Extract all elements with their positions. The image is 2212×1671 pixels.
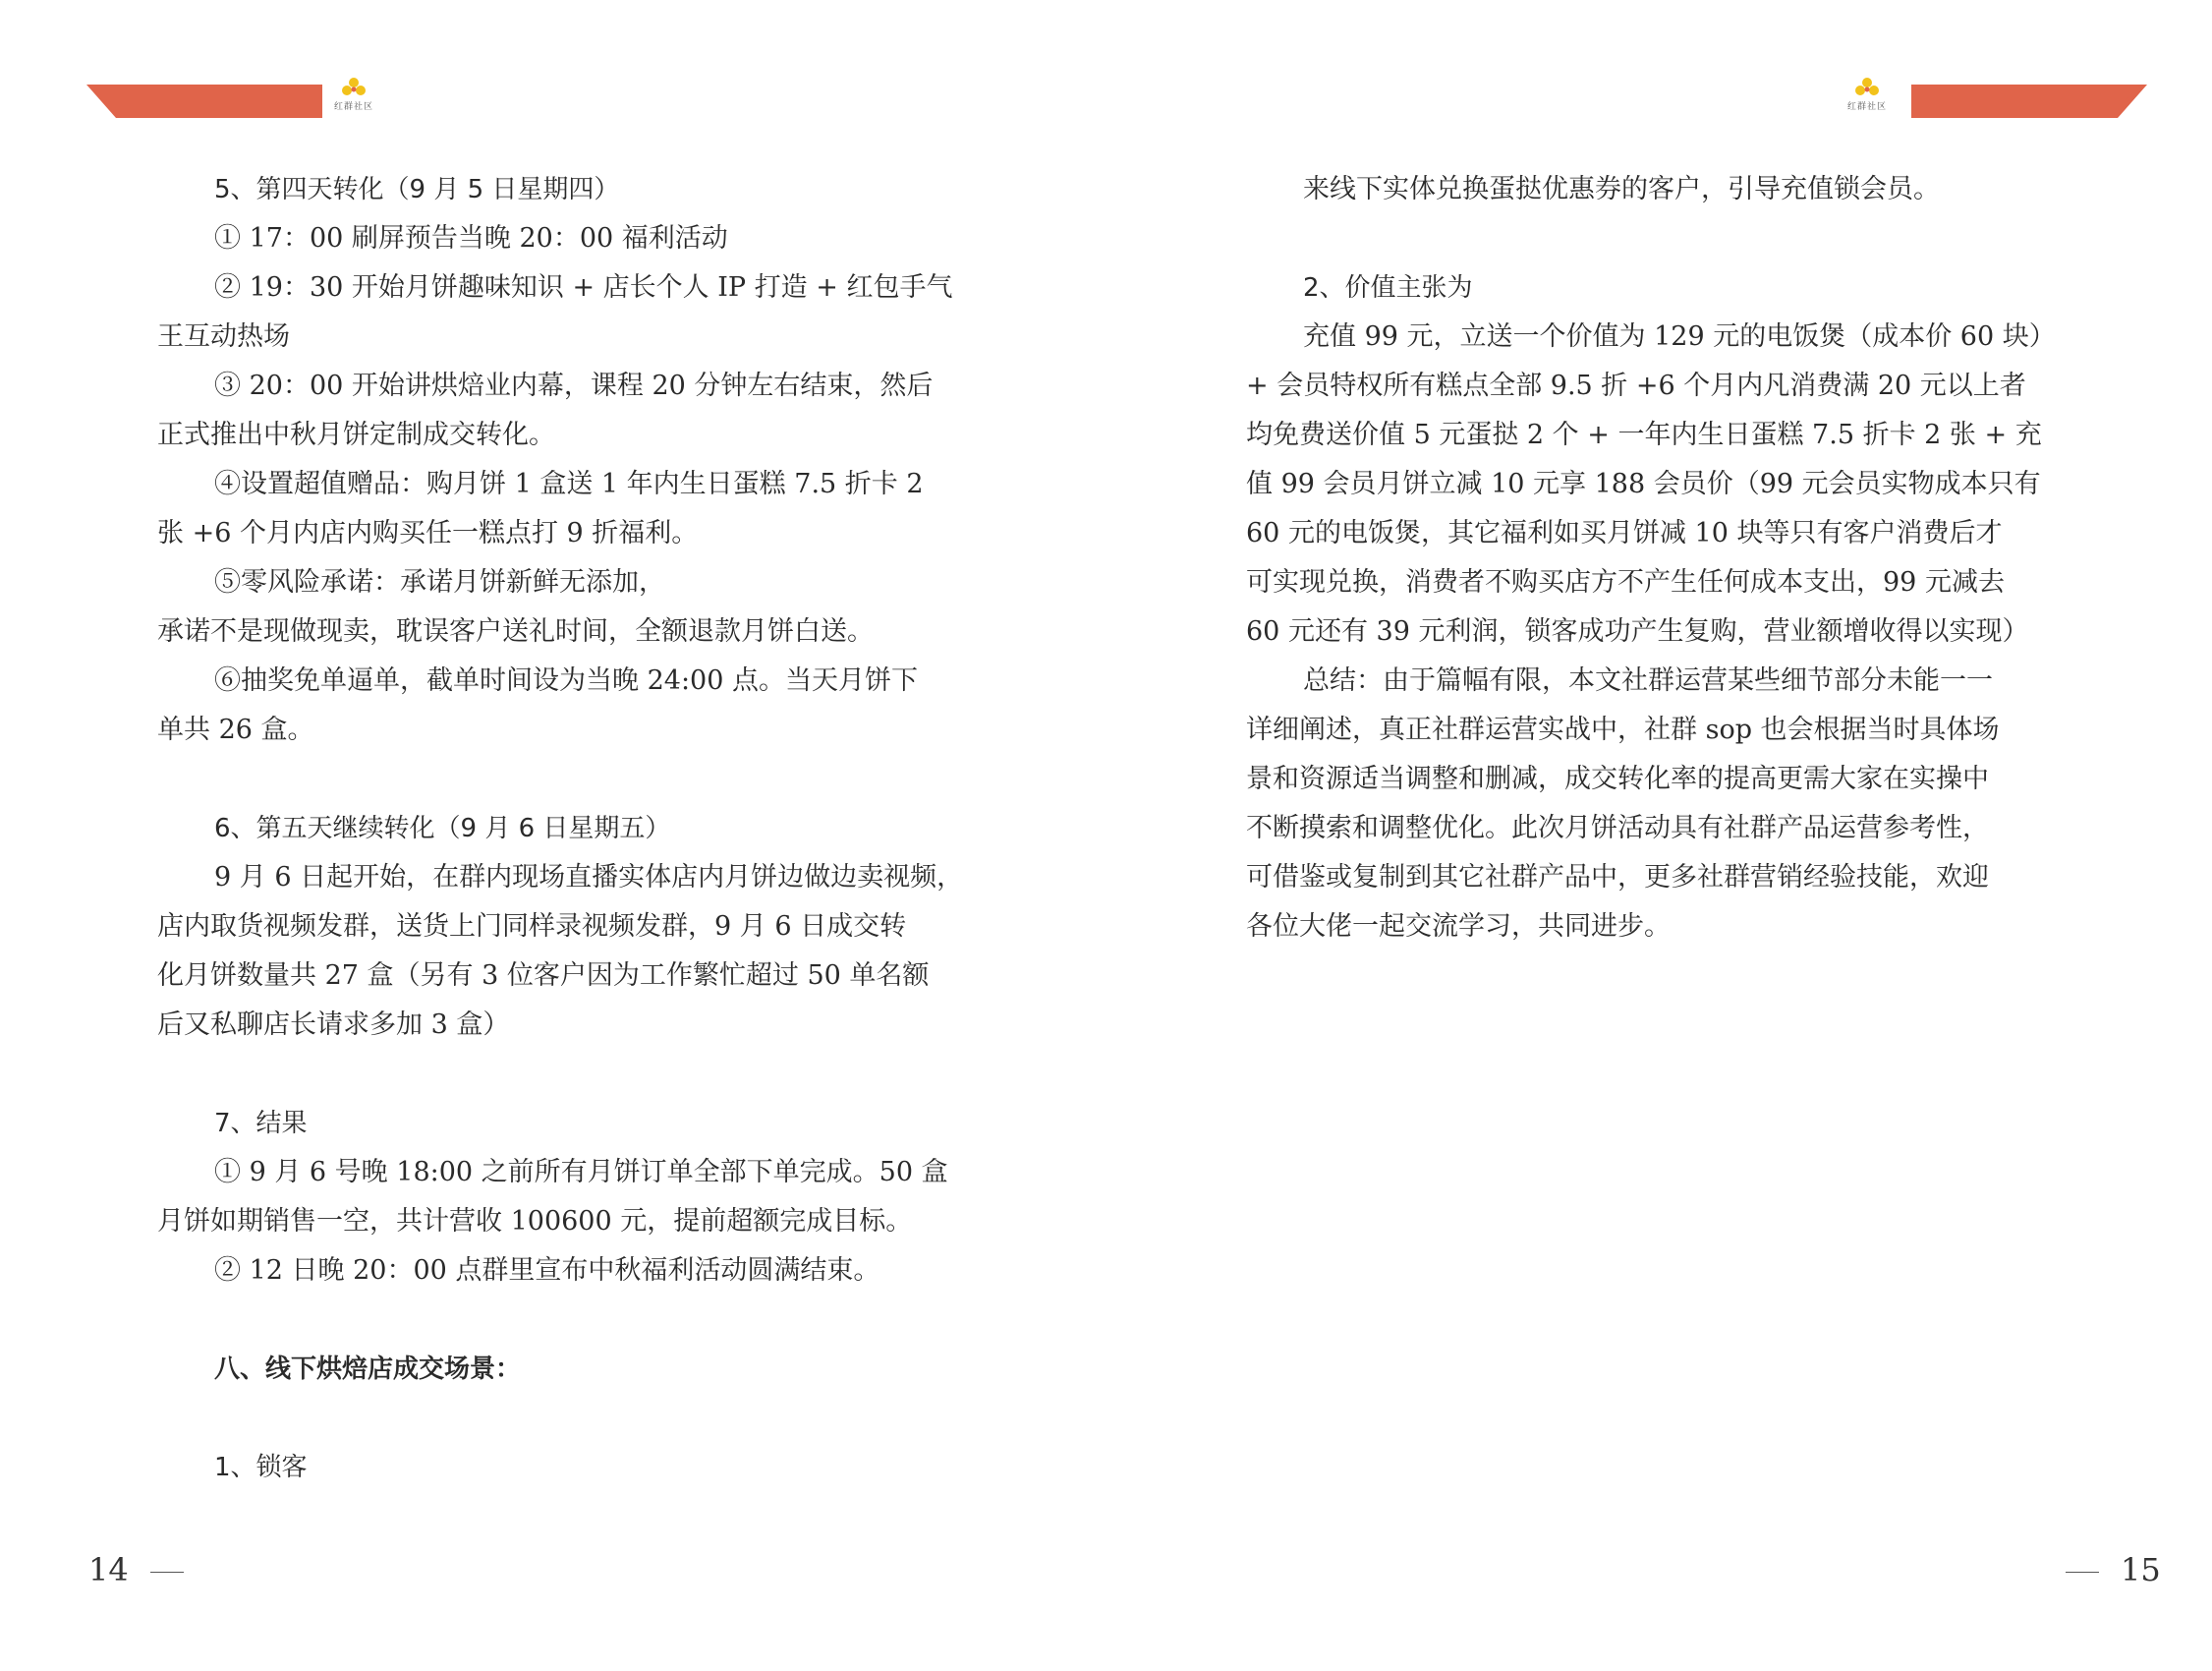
brand-logo — [1833, 77, 1901, 112]
brand-logo — [319, 77, 388, 112]
flower-logo-icon — [339, 77, 369, 98]
header-stripe-graphic — [86, 85, 322, 118]
page-number: 14 — [88, 1551, 129, 1588]
text-line: 可借鉴或复制到其它社群产品中，更多社群营销经验技能，欢迎 — [1246, 862, 1989, 893]
text-line: 各位大佬一起交流学习，共同进步。 — [1246, 911, 1671, 942]
text-line: 60 元还有 39 元利润，锁客成功产生复购，营业额增收得以实现） — [1246, 616, 2029, 647]
right-page — [1106, 0, 2212, 1671]
text-line: 值 99 会员月饼立减 10 元享 188 会员价（99 元会员实物成本只有 — [1246, 469, 2041, 499]
text-line: 9 月 6 日起开始，在群内现场直播实体店内月饼边做边卖视频， — [214, 862, 964, 893]
text-line: ⑥抽奖免单逼单，截单时间设为当晚 24:00 点。当天月饼下 — [214, 665, 918, 696]
paragraph-gap — [157, 755, 983, 804]
text-line: 不断摸索和调整优化。此次月饼活动具有社群产品运营参考性， — [1246, 813, 1989, 843]
text-line: 充值 99 元，立送一个价值为 129 元的电饭煲（成本价 60 块） — [1303, 321, 2056, 352]
text-line: 王互动热场 — [157, 321, 290, 352]
text-line: 张 +6 个月内店内购买任一糕点打 9 折福利。 — [157, 518, 699, 548]
text-line: ② 12 日晚 20：00 点群里宣布中秋福利活动圆满结束。 — [214, 1255, 880, 1286]
page-number-left — [88, 1551, 205, 1588]
text-line: 60 元的电饭煲，其它福利如买月饼减 10 块等只有客户消费后才 — [1246, 518, 2003, 548]
text-line: 来线下实体兑换蛋挞优惠券的客户，引导充值锁会员。 — [1303, 174, 1940, 204]
text-line: 景和资源适当调整和删减，成交转化率的提高更需大家在实操中 — [1246, 764, 1989, 794]
header-accent-bar-right — [1911, 85, 2147, 118]
section-heading: 2、价值主张为 — [1303, 273, 1473, 303]
text-line: ② 19：30 开始月饼趣味知识 + 店长个人 IP 打造 + 红包手气 — [214, 272, 953, 303]
text-line: 后又私聊店长请求多加 3 盒） — [157, 1009, 510, 1040]
section-heading: 八、线下烘焙店成交场景： — [214, 1354, 522, 1384]
paragraph-gap — [157, 1394, 983, 1443]
text-line: 月饼如期销售一空，共计营收 100600 元，提前超额完成目标。 — [157, 1206, 913, 1237]
text-line: 单共 26 盒。 — [157, 715, 314, 745]
page-number: 15 — [2121, 1551, 2161, 1588]
text-line: ④设置超值赠品：购月饼 1 盒送 1 年内生日蛋糕 7.5 折卡 2 — [214, 469, 924, 499]
text-line: 详细阐述，真正社群运营实战中，社群 sop 也会根据当时具体场 — [1246, 715, 2000, 745]
left-body-text — [157, 165, 983, 1492]
logo-text: 红群社区 — [1846, 102, 1887, 112]
header-stripe-graphic — [1911, 85, 2147, 118]
paragraph-gap — [157, 1296, 983, 1345]
folio-dash — [2066, 1572, 2099, 1573]
header-accent-bar-left — [86, 85, 322, 118]
section-heading: 7、结果 — [214, 1109, 308, 1138]
flower-logo-icon — [1852, 77, 1882, 98]
paragraph-gap — [1246, 214, 2071, 263]
section-heading: 5、第四天转化（9 月 5 日星期四） — [214, 175, 620, 204]
section-heading: 1、锁客 — [214, 1453, 308, 1482]
text-line: ⑤零风险承诺：承诺月饼新鲜无添加， — [214, 567, 665, 598]
section-heading: 6、第五天继续转化（9 月 6 日星期五） — [214, 814, 671, 843]
right-body-text — [1246, 165, 2071, 951]
text-line: 承诺不是现做现卖，耽误客户送礼时间，全额退款月饼白送。 — [157, 616, 874, 647]
text-line: 可实现兑换，消费者不购买店方不产生任何成本支出，99 元减去 — [1246, 567, 2005, 598]
logo-text: 红群社区 — [333, 102, 373, 112]
text-line: 总结：由于篇幅有限，本文社群运营某些细节部分未能一一 — [1303, 665, 1993, 696]
paragraph-gap — [157, 1050, 983, 1099]
page-number-right — [2044, 1551, 2161, 1588]
text-line: ① 9 月 6 号晚 18:00 之前所有月饼订单全部下单完成。50 盒 — [214, 1157, 948, 1187]
text-line: 店内取货视频发群，送货上门同样录视频发群，9 月 6 日成交转 — [157, 911, 907, 942]
text-line: 正式推出中秋月饼定制成交转化。 — [157, 420, 555, 450]
folio-dash — [150, 1572, 184, 1573]
text-line: ③ 20：00 开始讲烘焙业内幕，课程 20 分钟左右结束，然后 — [214, 371, 934, 401]
text-line: ① 17：00 刷屏预告当晚 20：00 福利活动 — [214, 223, 728, 254]
text-line: 化月饼数量共 27 盒（另有 3 位客户因为工作繁忙超过 50 单名额 — [157, 960, 930, 991]
text-line: + 会员特权所有糕点全部 9.5 折 +6 个月内凡消费满 20 元以上者 — [1246, 371, 2026, 401]
text-line: 均免费送价值 5 元蛋挞 2 个 + 一年内生日蛋糕 7.5 折卡 2 张 + 充 — [1246, 420, 2042, 450]
